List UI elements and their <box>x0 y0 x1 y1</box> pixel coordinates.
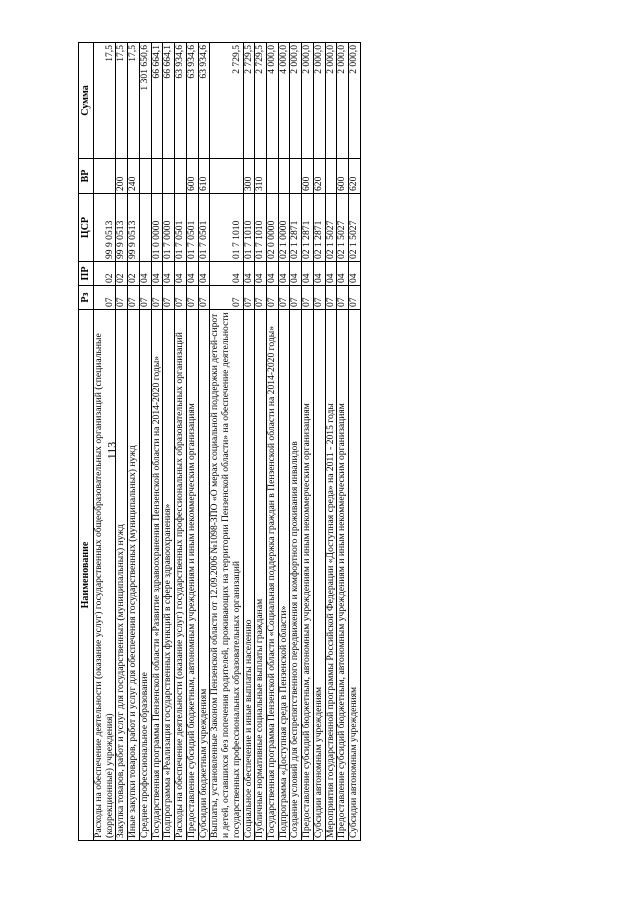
row-rz: 07 <box>139 286 151 310</box>
row-sum: 63 934,6 <box>186 43 198 159</box>
row-vr: 600 <box>186 159 198 194</box>
row-rz: 07 <box>290 286 302 310</box>
table-row <box>267 43 279 841</box>
row-sum: 63 934,6 <box>175 43 187 159</box>
rotated-page-content <box>78 43 544 841</box>
row-name: Подпрограмма «Доступная среда в Пензенской области» <box>278 310 290 841</box>
row-vr <box>94 159 116 194</box>
table-row <box>163 43 175 841</box>
row-pr: 04 <box>163 262 175 286</box>
row-sum: 2 000,0 <box>302 43 314 159</box>
row-name: Государственная программа Пензенской области «Социальная поддержка граждан в Пензенской области на 2014-2020 годы» <box>267 310 279 841</box>
row-vr: 300 <box>243 159 255 194</box>
row-name: Государственная программа Пензенской области «Развитие здравоохранения Пензенской области на 2014-2020 годы» <box>151 310 163 841</box>
row-pr: 04 <box>290 262 302 286</box>
row-vr <box>267 159 279 194</box>
row-name: Иные закупки товаров, работ и услуг для обеспечения государственных (муниципальных) нужд <box>128 310 140 841</box>
table-row <box>210 43 243 841</box>
row-pr: 04 <box>175 262 187 286</box>
row-rz: 07 <box>278 286 290 310</box>
header-csr: ЦСР <box>79 194 94 262</box>
table-row <box>128 43 140 841</box>
row-vr <box>325 159 337 194</box>
row-csr: 02 1 2871 <box>313 194 325 262</box>
row-csr: 02 1 5027 <box>325 194 337 262</box>
row-sum: 1 301 650,6 <box>139 43 151 159</box>
row-name: Социальное обеспечение и иные выплаты населению <box>243 310 255 841</box>
row-pr: 04 <box>349 262 361 286</box>
row-sum: 17,5 <box>94 43 116 159</box>
header-rz: Рз <box>79 286 94 310</box>
row-rz: 07 <box>325 286 337 310</box>
row-csr: 02 1 2871 <box>302 194 314 262</box>
row-vr: 240 <box>128 159 140 194</box>
budget-table <box>78 42 361 841</box>
row-pr: 04 <box>278 262 290 286</box>
row-rz: 07 <box>302 286 314 310</box>
table-row <box>94 43 116 841</box>
row-rz: 07 <box>94 286 116 310</box>
row-pr: 04 <box>139 262 151 286</box>
header-vr: ВР <box>79 159 94 194</box>
row-name: Закупка товаров, работ и услуг для государственных (муниципальных) нужд <box>116 310 128 841</box>
header-pr: ПР <box>79 262 94 286</box>
header-name: Наименование <box>79 310 94 841</box>
row-sum: 4 000,0 <box>267 43 279 159</box>
table-row <box>255 43 267 841</box>
row-pr: 04 <box>243 262 255 286</box>
row-sum: 66 664,1 <box>163 43 175 159</box>
table-row <box>325 43 337 841</box>
row-name: Подпрограмма «Реализация государственных функций в сфере здравоохранения» <box>163 310 175 841</box>
row-vr: 620 <box>349 159 361 194</box>
row-sum: 4 000,0 <box>278 43 290 159</box>
table-row <box>198 43 210 841</box>
row-rz: 07 <box>255 286 267 310</box>
table-row <box>290 43 302 841</box>
row-rz: 07 <box>198 286 210 310</box>
row-name: Мероприятия государственной программы Российской Федерации «Доступная среда» на 2011 - 2015 годы <box>325 310 337 841</box>
row-name: Предоставление субсидий бюджетным, автономным учреждениям и иным некоммерческим организациям <box>186 310 198 841</box>
row-rz: 07 <box>243 286 255 310</box>
row-csr <box>139 194 151 262</box>
header-row <box>79 43 94 841</box>
row-sum: 63 934,6 <box>198 43 210 159</box>
header-sum: Сумма <box>79 43 94 159</box>
row-vr <box>175 159 187 194</box>
row-vr: 310 <box>255 159 267 194</box>
row-csr: 02 1 2871 <box>290 194 302 262</box>
row-pr: 04 <box>313 262 325 286</box>
row-vr: 610 <box>198 159 210 194</box>
row-name: Расходы на обеспечение деятельности (оказание услуг) государственных профессиональных образовательных организаций <box>175 310 187 841</box>
row-rz: 07 <box>313 286 325 310</box>
row-name: Среднее профессиональное образование <box>139 310 151 841</box>
row-csr: 99 9 0513 <box>94 194 116 262</box>
row-csr: 01 7 1010 <box>255 194 267 262</box>
row-name: Субсидии автономным учреждениям <box>313 310 325 841</box>
row-vr <box>290 159 302 194</box>
row-csr: 01 7 0501 <box>175 194 187 262</box>
page-number: 113 <box>104 441 119 460</box>
table-row <box>116 43 128 841</box>
row-pr: 04 <box>186 262 198 286</box>
row-pr: 04 <box>198 262 210 286</box>
row-name: Публичные нормативные социальные выплаты гражданам <box>255 310 267 841</box>
row-csr: 02 1 0000 <box>278 194 290 262</box>
table-row <box>337 43 349 841</box>
row-pr: 02 <box>128 262 140 286</box>
row-sum: 2 729,5 <box>255 43 267 159</box>
row-rz: 07 <box>151 286 163 310</box>
table-row <box>243 43 255 841</box>
row-name: Субсидии бюджетным учреждениям <box>198 310 210 841</box>
table-row <box>175 43 187 841</box>
row-csr: 01 7 0000 <box>163 194 175 262</box>
row-vr: 600 <box>302 159 314 194</box>
row-name: Расходы на обеспечение деятельности (оказание услуг) государственных общеобразовательных организаций (специальные (коррекционные) учреждения) <box>94 310 116 841</box>
row-vr: 200 <box>116 159 128 194</box>
row-sum: 2 000,0 <box>337 43 349 159</box>
row-vr <box>278 159 290 194</box>
row-vr <box>163 159 175 194</box>
row-pr: 04 <box>151 262 163 286</box>
table-row <box>278 43 290 841</box>
row-name: Предоставление субсидий бюджетным, автономным учреждениям и иным некоммерческим организациям <box>302 310 314 841</box>
row-sum: 66 664,1 <box>151 43 163 159</box>
row-pr: 04 <box>267 262 279 286</box>
row-sum: 2 000,0 <box>325 43 337 159</box>
table-row <box>186 43 198 841</box>
row-sum: 2 000,0 <box>349 43 361 159</box>
row-rz: 07 <box>128 286 140 310</box>
row-pr: 04 <box>302 262 314 286</box>
row-sum: 2 729,5 <box>243 43 255 159</box>
table-row <box>302 43 314 841</box>
row-vr <box>151 159 163 194</box>
row-csr: 01 7 1010 <box>210 194 243 262</box>
row-name: Создание условий для беспрепятственного передвижения и комфортного проживания инвалидов <box>290 310 302 841</box>
row-pr: 04 <box>325 262 337 286</box>
row-name: Предоставление субсидий бюджетным, автономным учреждениям и иным некоммерческим организациям <box>337 310 349 841</box>
row-sum: 2 000,0 <box>313 43 325 159</box>
row-rz: 07 <box>337 286 349 310</box>
row-pr: 04 <box>337 262 349 286</box>
row-sum: 2 729,5 <box>210 43 243 159</box>
row-pr: 04 <box>210 262 243 286</box>
row-csr: 99 9 0513 <box>128 194 140 262</box>
row-rz: 07 <box>186 286 198 310</box>
row-pr: 02 <box>116 262 128 286</box>
row-name: Субсидии автономным учреждениям <box>349 310 361 841</box>
row-name: Выплаты, установленные Законом Пензенской области от 12.09.2006 №1098-ЗПО «О мерах социальной поддержки детей-сирот и детей, оставшихся без попечения родителей, проживающих на территории Пензенской области» на обеспечение деятельности государственных профессиональных образовательных организаций <box>210 310 243 841</box>
row-csr: 02 0 0000 <box>267 194 279 262</box>
row-csr: 01 7 1010 <box>243 194 255 262</box>
row-pr: 04 <box>255 262 267 286</box>
row-sum: 17,5 <box>128 43 140 159</box>
row-rz: 07 <box>116 286 128 310</box>
row-csr: 01 0 0000 <box>151 194 163 262</box>
row-rz: 07 <box>163 286 175 310</box>
row-rz: 07 <box>267 286 279 310</box>
table-row <box>349 43 361 841</box>
row-csr: 01 7 0501 <box>198 194 210 262</box>
row-rz: 07 <box>210 286 243 310</box>
row-csr: 02 1 5027 <box>349 194 361 262</box>
table-row <box>139 43 151 841</box>
row-rz: 07 <box>175 286 187 310</box>
row-vr <box>139 159 151 194</box>
row-csr: 02 1 5027 <box>337 194 349 262</box>
row-csr: 01 7 0501 <box>186 194 198 262</box>
row-vr: 600 <box>337 159 349 194</box>
row-pr: 02 <box>94 262 116 286</box>
table-row <box>313 43 325 841</box>
row-vr <box>210 159 243 194</box>
table-row <box>151 43 163 841</box>
row-csr: 99 9 0513 <box>116 194 128 262</box>
row-sum: 17,5 <box>116 43 128 159</box>
row-sum: 2 000,0 <box>290 43 302 159</box>
row-rz: 07 <box>349 286 361 310</box>
row-vr: 620 <box>313 159 325 194</box>
